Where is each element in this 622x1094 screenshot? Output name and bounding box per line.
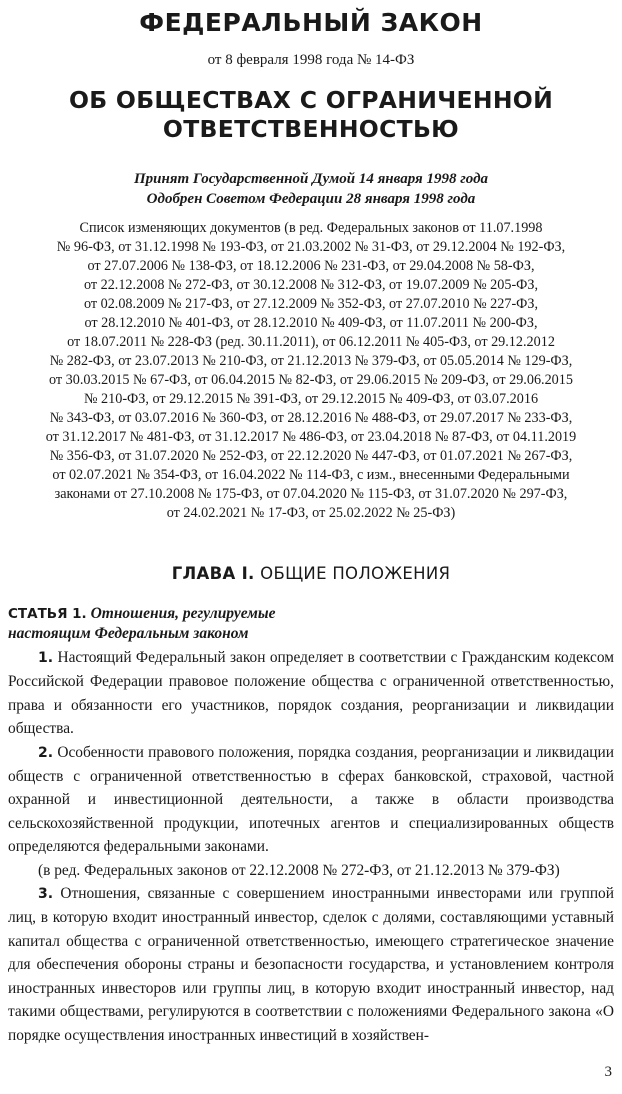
amendment-line: № 96-ФЗ, от 31.12.1998 № 193-ФЗ, от 21.03.2002 № 31-ФЗ, от 29.12.2004 № 192-ФЗ, xyxy=(56,239,566,255)
amendment-line: от 31.12.2017 № 481-ФЗ, от 31.12.2017 № 486-ФЗ, от 23.04.2018 № 87-ФЗ, от 04.11.2019 xyxy=(45,429,577,445)
page-number: 3 xyxy=(604,1064,612,1080)
amendment-line: законами от 27.10.2008 № 175-ФЗ, от 07.04.2020 № 115-ФЗ, от 31.07.2020 № 297-ФЗ, xyxy=(54,486,568,502)
amendments-list xyxy=(8,219,614,523)
amendment-line: от 02.08.2009 № 217-ФЗ, от 27.12.2009 № 352-ФЗ, от 27.07.2010 № 227-ФЗ, xyxy=(83,296,539,312)
amendment-line: от 27.07.2006 № 138-ФЗ, от 18.12.2006 № 231-ФЗ, от 29.04.2008 № 58-ФЗ, xyxy=(87,258,535,274)
article-label: СТАТЬЯ 1. xyxy=(8,606,87,622)
amendment-line: от 18.07.2011 № 228-ФЗ (ред. 30.11.2011), от 06.12.2011 № 405-ФЗ, от 29.12.2012 xyxy=(67,334,555,350)
paragraph-1 xyxy=(8,646,614,741)
law-type-heading: ФЕДЕРАЛЬНЫЙ ЗАКОН xyxy=(139,8,483,37)
approved-council: Одобрен Советом Федерации 28 января 1998 года xyxy=(146,191,476,207)
law-title xyxy=(0,86,622,144)
amendment-line: № 356-ФЗ, от 31.07.2020 № 252-ФЗ, от 22.12.2020 № 447-ФЗ, от 01.07.2021 № 267-ФЗ, xyxy=(49,448,573,464)
chapter-heading xyxy=(0,564,622,583)
article-heading xyxy=(8,604,614,644)
amendment-line: № 282-ФЗ, от 23.07.2013 № 210-ФЗ, от 21.12.2013 № 379-ФЗ, от 05.05.2014 № 129-ФЗ, xyxy=(49,353,573,369)
adopted-duma: Принят Государственной Думой 14 января 1998 года xyxy=(133,171,489,187)
amendment-line: Список изменяющих документов (в ред. Федеральных законов от 11.07.1998 xyxy=(79,220,543,236)
paragraph-number: 3. xyxy=(38,886,54,903)
paragraph-text: Настоящий Федеральный закон определяет в соответствии с Гражданским кодексом Российской Федерации правовое положение общества с ограниченной ответственностью, права и обязанности его участников, порядок создания, реорганизации и ликвидации общества. xyxy=(8,649,614,738)
paragraph-text: Особенности правового положения, порядка создания, реорганизации и ликвидации обществ с ограниченной ответственностью в сферах банковской, страховой, частной охранной и инвестиционной деятельности, а также в области производства сельскохозяйственной продукции, ипотечных агентов и специализированных обществ определяются федеральными законами. xyxy=(8,743,614,856)
amendment-line: от 22.12.2008 № 272-ФЗ, от 30.12.2008 № 312-ФЗ, от 19.07.2009 № 205-ФЗ, xyxy=(83,277,539,293)
paragraph-text: Отношения, связанные с совершением иностранными инвесторами или группой лиц, в которую входит иностранный инвестор, сделок с долями, составляющими уставный капитал общества с ограниченной ответственностью, имеющего стратегическое значение для обеспечения обороны страны и безопасности государства, и установлением контроля иностранных инвесторов или группы лиц, в которую входит иностранный инвестор, над такими обществами, регулируются в соответствии с положениями Федерального закона «О порядке осуществления иностранных инвестиций в хозяйствен- xyxy=(8,885,614,1044)
chapter-title: ОБЩИЕ ПОЛОЖЕНИЯ xyxy=(260,564,451,583)
paragraph-2 xyxy=(8,741,614,859)
law-title-line2: ОТВЕТСТВЕННОСТЬЮ xyxy=(162,115,460,143)
adoption-info xyxy=(0,169,622,209)
amendment-line: от 28.12.2010 № 401-ФЗ, от 28.12.2010 № 409-ФЗ, от 11.07.2011 № 200-ФЗ, xyxy=(84,315,538,331)
article-title-line1: Отношения, регулируемые xyxy=(90,605,276,622)
amendment-line: № 210-ФЗ, от 29.12.2015 № 391-ФЗ, от 29.12.2015 № 409-ФЗ, от 03.07.2016 xyxy=(83,391,539,407)
amendment-line: от 02.07.2021 № 354-ФЗ, от 16.04.2022 № 114-ФЗ, с изм., внесенными Федеральными xyxy=(52,467,570,483)
amendment-line: № 343-ФЗ, от 03.07.2016 № 360-ФЗ, от 28.12.2016 № 488-ФЗ, от 29.07.2017 № 233-ФЗ, xyxy=(49,410,573,426)
law-date-number: от 8 февраля 1998 года № 14-ФЗ xyxy=(207,52,415,68)
paragraph-3 xyxy=(8,882,614,1047)
paragraph-number: 2. xyxy=(38,744,54,761)
article-title-line2: настоящим Федеральным законом xyxy=(8,625,249,642)
chapter-label: ГЛАВА I. xyxy=(171,564,255,583)
law-title-line1: ОБ ОБЩЕСТВАХ С ОГРАНИЧЕННОЙ xyxy=(68,86,554,114)
amendment-line: от 30.03.2015 № 67-ФЗ, от 06.04.2015 № 82-ФЗ, от 29.06.2015 № 209-ФЗ, от 29.06.2015 xyxy=(49,372,573,388)
article-body xyxy=(8,646,614,1047)
amendment-line: от 24.02.2021 № 17-ФЗ, от 25.02.2022 № 25-ФЗ) xyxy=(166,505,456,521)
amendment-note: (в ред. Федеральных законов от 22.12.2008 № 272-ФЗ, от 21.12.2013 № 379-ФЗ) xyxy=(38,861,560,879)
paragraph-number: 1. xyxy=(38,650,54,666)
